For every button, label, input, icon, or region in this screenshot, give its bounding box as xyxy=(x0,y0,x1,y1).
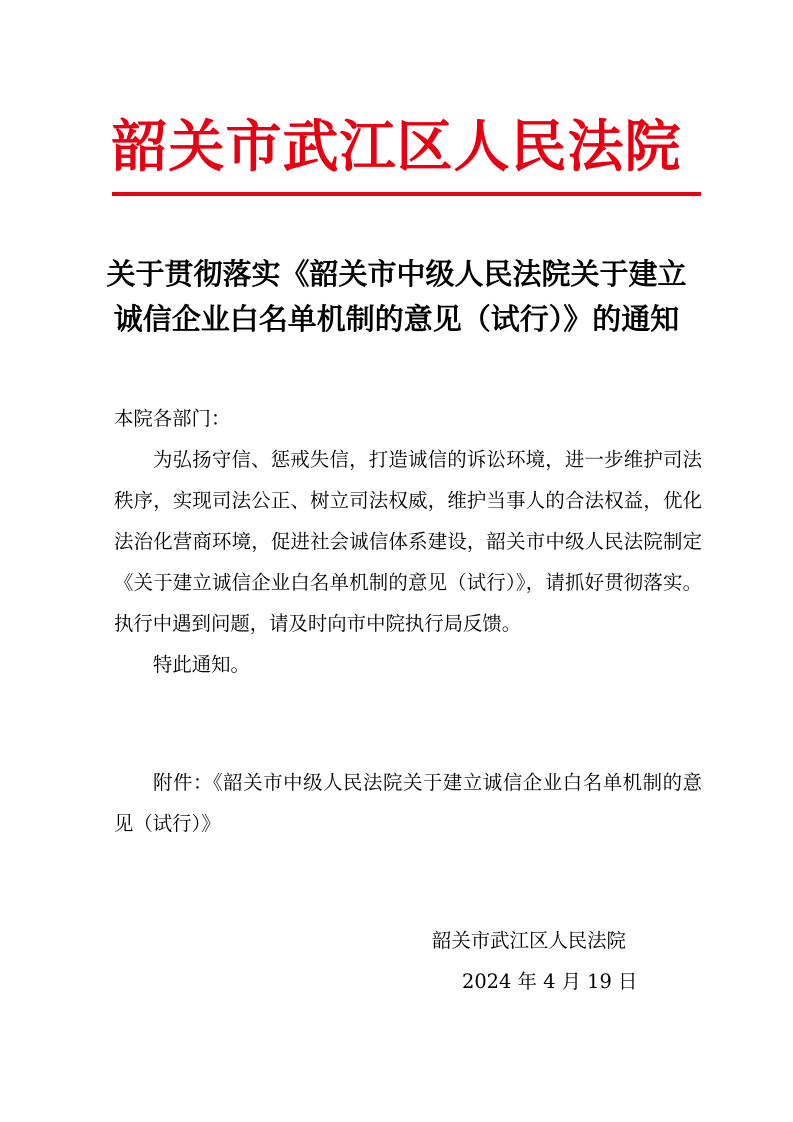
letterhead-red-rule xyxy=(112,192,701,196)
closing-line: 特此通知。 xyxy=(153,653,250,676)
notice-title-line-1: 关于贯彻落实《韶关市中级人民法院关于建立 xyxy=(106,257,687,291)
salutation: 本院各部门： xyxy=(114,407,231,430)
court-letterhead-title: 韶关市武江区人民法院 xyxy=(111,115,682,180)
notice-title-line-2: 诚信企业白名单机制的意见（试行）》的通知 xyxy=(113,302,680,336)
body-paragraph: 为弘扬守信、惩戒失信，打造诚信的诉讼环境，进一步维护司法秩序，实现司法公正、树立司法权威，维护当事人的合法权益，优化法治化营商环境，促进社会诚信体系建设，韶关市中级人民法院制定《关于建立诚信企业白名单机制的意见（试行）》，请抓好贯彻落实。执行中遇到问题，请及时向市中院执行局反馈。 xyxy=(114,448,702,635)
notice-title xyxy=(0,252,793,342)
issuing-organization: 韶关市武江区人民法院 xyxy=(432,929,626,952)
signature-block xyxy=(430,920,690,1002)
issue-date: 2024 年 4 月 19 日 xyxy=(462,970,638,993)
notice-body xyxy=(114,398,702,685)
attachment-note: 附件：《韶关市中级人民法院关于建立诚信企业白名单机制的意见（试行）》 xyxy=(114,771,702,835)
